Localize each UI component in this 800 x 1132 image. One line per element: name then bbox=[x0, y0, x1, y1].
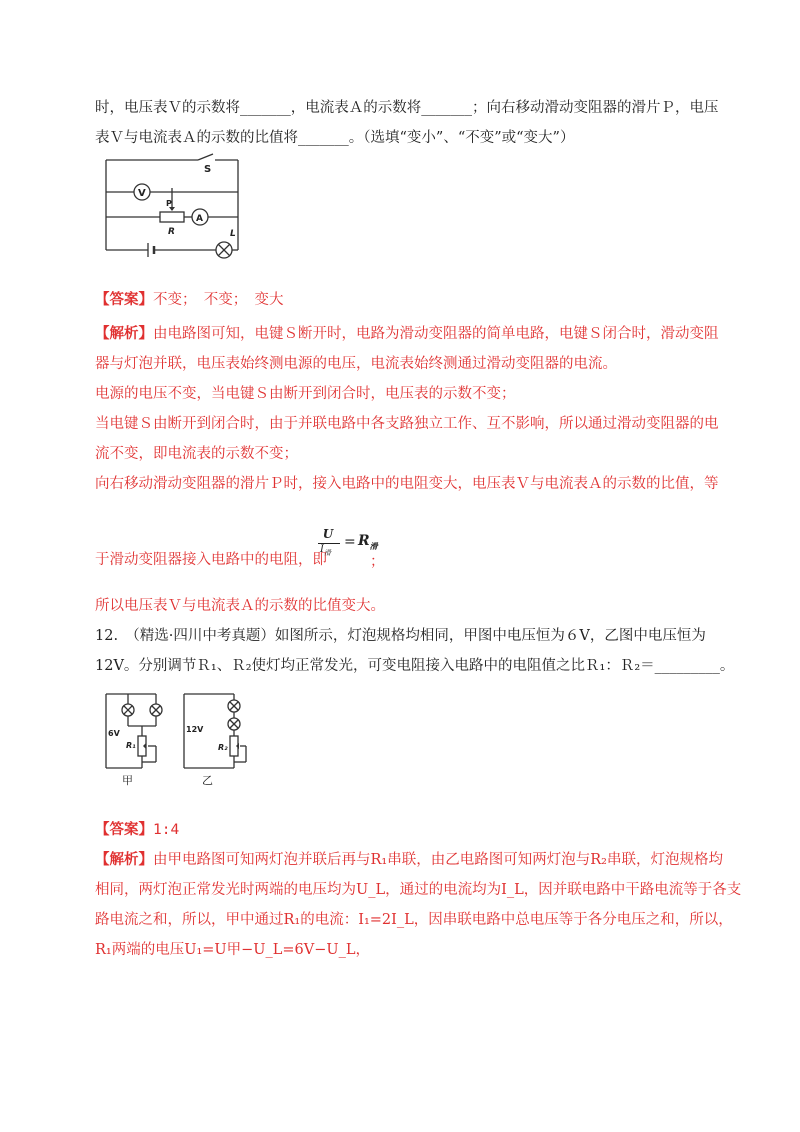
q11-analysis-line5: 流不变，即电流表的示数不变； bbox=[95, 446, 298, 462]
answer-tag: 【答案】 bbox=[95, 821, 153, 838]
formula-equals: = bbox=[344, 534, 356, 550]
yi-voltage-label: 12V bbox=[186, 725, 204, 734]
q11-answer bbox=[95, 290, 284, 310]
q12-figure-jia bbox=[100, 688, 180, 786]
ammeter-label: A bbox=[196, 214, 203, 224]
q12-analysis-line4: R₁两端的电压U₁=U甲−U_L=6V−U_L， bbox=[95, 942, 370, 958]
analysis-text: 由电路图可知，电键Ｓ断开时，电路为滑动变阻器的简单电路，电键Ｓ闭合时，滑动变阻 bbox=[153, 326, 719, 342]
q12-answer bbox=[95, 820, 179, 840]
answer-tag: 【答案】 bbox=[95, 291, 153, 308]
slider-label: P bbox=[166, 199, 172, 208]
q11-analysis-line2: 器与灯泡并联，电压表始终测电源的电压，电流表始终测通过滑动变阻器的电流。 bbox=[95, 356, 617, 372]
formula-denominator: $I_滑$ bbox=[320, 544, 331, 557]
lamp-label: L bbox=[230, 229, 236, 239]
switch-label: S bbox=[204, 164, 212, 175]
yi-caption: 乙 bbox=[202, 774, 213, 786]
q11-question-line1: 时，电压表Ｖ的示数将_______，电流表Ａ的示数将_______；向右移动滑动变阻器的滑片Ｐ，电压 bbox=[95, 100, 719, 116]
q11-analysis-semicolon: ； bbox=[370, 554, 385, 570]
q12-analysis-line2: 相同，两灯泡正常发光时两端的电压均为U_L，通过的电流均为I_L，因并联电路中干路电流等于各支 bbox=[95, 882, 742, 898]
q11-circuit-figure bbox=[98, 152, 268, 270]
analysis-tag: 【解析】 bbox=[95, 851, 153, 868]
jia-caption: 甲 bbox=[122, 774, 133, 786]
q12-question-line1: 12. （精选·四川中考真题）如图所示，灯泡规格均相同，甲图中电压恒为６V，乙图中电压恒为 bbox=[95, 628, 706, 644]
analysis-tag: 【解析】 bbox=[95, 325, 153, 342]
q12-analysis-line1 bbox=[95, 850, 723, 870]
q12-analysis-line3: 路电流之和，所以，甲中通过R₁的电流：I₁=2I_L，因串联电路中总电压等于各分电压之和，所以， bbox=[95, 912, 733, 928]
answer-text: 不变； 不变； 变大 bbox=[153, 292, 284, 308]
jia-voltage-label: 6V bbox=[108, 729, 120, 738]
q12-question-line2: 12V。分别调节Ｒ₁、Ｒ₂使灯均正常发光，可变电阻接入电路中的电阻值之比Ｒ₁：Ｒ₂＝_________。 bbox=[95, 658, 735, 674]
formula-numerator: U bbox=[322, 527, 334, 541]
q11-analysis-line8: 所以电压表Ｖ与电流表Ａ的示数的比值变大。 bbox=[95, 598, 385, 614]
q12-figure-yi bbox=[178, 688, 258, 786]
q11-analysis-line6: 向右移动滑动变阻器的滑片Ｐ时，接入电路中的电阻变大，电压表Ｖ与电流表Ａ的示数的比值，等 bbox=[95, 476, 719, 492]
rheostat-label: R bbox=[168, 227, 175, 237]
q11-analysis-line3: 电源的电压不变，当电键Ｓ由断开到闭合时，电压表的示数不变； bbox=[95, 386, 516, 402]
voltmeter-label: V bbox=[138, 188, 146, 199]
formula-rhs: $R_滑$ bbox=[358, 533, 378, 551]
answer-text: 1:4 bbox=[153, 822, 180, 838]
analysis-text: 由甲电路图可知两灯泡并联后再与R₁串联，由乙电路图可知两灯泡与R₂串联，灯泡规格均 bbox=[153, 852, 723, 868]
q11-analysis-line4: 当电键Ｓ由断开到闭合时，由于并联电路中各支路独立工作、互不影响，所以通过滑动变阻器的电 bbox=[95, 416, 719, 432]
jia-resistor-label: R₁ bbox=[126, 741, 136, 750]
q11-analysis-line7: 于滑动变阻器接入电路中的电阻，即 bbox=[95, 552, 327, 568]
q11-question-line2: 表Ｖ与电流表Ａ的示数的比值将_______。（选填“变小”、“不变”或“变大”） bbox=[95, 130, 575, 146]
yi-resistor-label: R₂ bbox=[218, 743, 228, 752]
q11-analysis-line1 bbox=[95, 324, 719, 344]
